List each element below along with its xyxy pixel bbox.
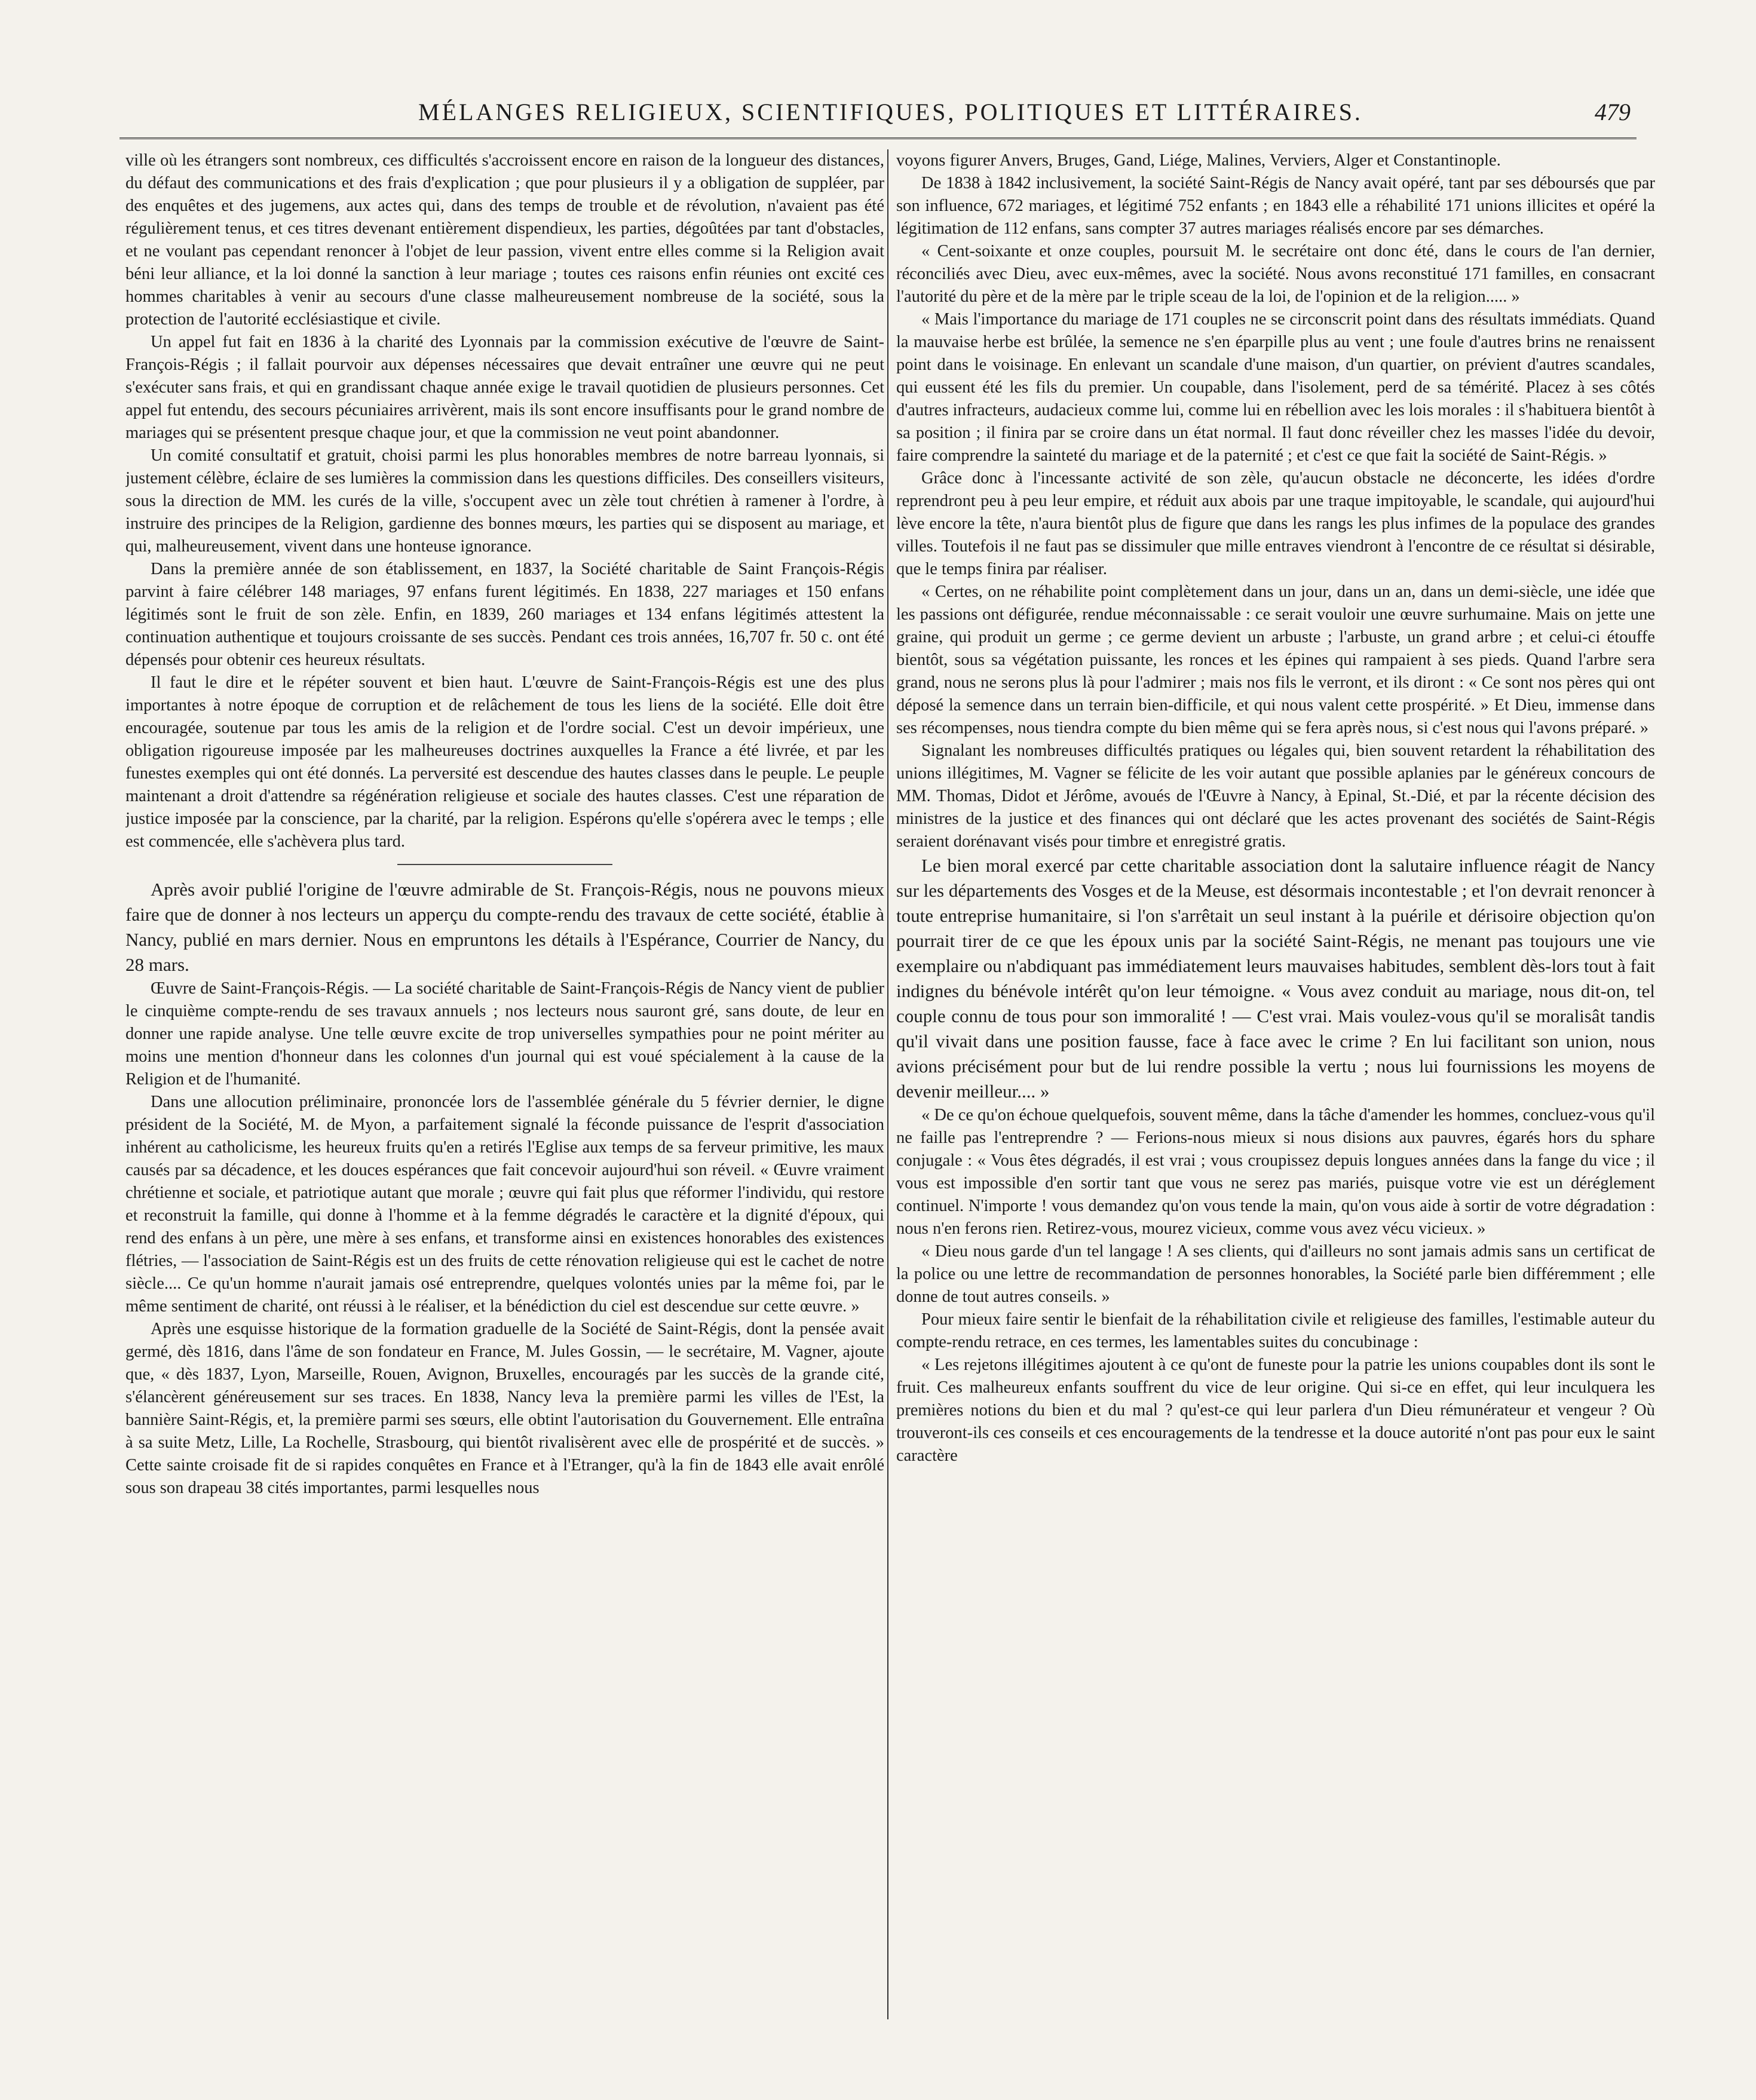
paragraph: voyons figurer Anvers, Bruges, Gand, Liége, Malines, Verviers, Alger et Constantinople.: [896, 151, 1501, 170]
paragraph: Dans la première année de son établissement, en 1837, la Société charitable de Saint François-Régis parvint à faire célébrer 148 mariages, 97 enfans furent légitimés. En 1838, 227 mariages et 150 enfans légitimés sont le fruit de son zèle. Enfin, en 1839, 260 mariages et 134 enfans légitimés attestent la continuation authentique et toujours croissante de ses succès. Pendant ces trois années, 16,707 fr. 50 c. ont été dépensés pour obtenir ces heureux résultats.: [125, 560, 884, 669]
page-number: 479: [1595, 99, 1631, 125]
paragraph: Un appel fut fait en 1836 à la charité des Lyonnais par la commission exécutive de l'œuvre de Saint-François-Régis ; il fallait pourvoir aux dépenses nécessaires que devait entraîner une œuvre qui ne peut s'exécuter sans frais, et qui en grandissant chaque année exige le travail quotidien de plusieurs personnes. Cet appel fut entendu, des secours pécuniaires arrivèrent, mais ils sont encore insuffisants pour le grand nombre de mariages qui se présentent presque chaque jour, et que la commission ne veut point abandonner.: [125, 333, 884, 442]
paragraph: Un comité consultatif et gratuit, choisi parmi les plus honorables membres de notre barreau lyonnais, si justement célèbre, éclaire de ses lumières la commission dans les questions difficiles. Des conseillers visiteurs, sous la direction de MM. les curés de la ville, s'occupent avec un zèle tout chrétien à ramener à l'ordre, à instruire des principes de la Religion, gardienne des bonnes mœurs, les parties qui se disposent au mariage, et qui, malheureusement, vivent dans une honteuse ignorance.: [125, 446, 884, 556]
paragraph: « Les rejetons illégitimes ajoutent à ce qu'ont de funeste pour la patrie les unions coupables dont ils sont le fruit. Ces malheureux enfants souffrent du vice de leur origine. Qui si-ce en effet, qui leur inculquera les premières notions du bien et du mal ? qu'est-ce qui leur parlera d'un Dieu rémunérateur et vengeur ? Où trouveront-ils ces conseils et ces encouragements de la tendresse et la douce autorité n'ont pas pour eux le saint caractère: [896, 1356, 1655, 1465]
paragraph: « De ce qu'on échoue quelquefois, souvent même, dans la tâche d'amender les hommes, concluez-vous qu'il ne faille pas l'entreprendre ? — Ferions-nous mieux si nous disions aux pauvres, égarés hors du sphare conjugale : « Vous êtes dégradés, il est vrai ; vous croupissez depuis longues années dans la fange du vice ; il vous est impossible d'en sortir tant que vous ne serez pas mariés, puisque votre vie est un déréglement continuel. N'importe ! vous demandez qu'on vous tende la main, qu'on vous aide à sortir de votre dégradation : nous n'en ferons rien. Retirez-vous, mourez vicieux, comme vous avez vécu vicieux. »: [896, 1106, 1655, 1238]
right-column: [896, 149, 1655, 2049]
left-column: [125, 149, 884, 2049]
column-divider: [887, 149, 888, 2019]
page-header: [119, 90, 1637, 139]
paragraph: Après une esquisse historique de la formation graduelle de la Société de Saint-Régis, dont la pensée avait germé, dès 1816, dans l'âme de son fondateur en France, M. Jules Gossin, — le secrétaire, M. Vagner, ajoute que, « dès 1837, Lyon, Marseille, Rouen, Avignon, Bruxelles, encouragés par les succès de la grande cité, s'élancèrent généreusement sur ses traces. En 1838, Nancy leva la première parmi les villes de l'Est, la bannière Saint-Régis, et, la première parmi ses sœurs, elle obtint l'autorisation du Gouvernement. Elle entraîna à sa suite Metz, Lille, La Rochelle, Strasbourg, qui bientôt rivalisèrent avec elle de prospérité et de succès. » Cette sainte croisade fit de si rapides conquêtes en France et à l'Etranger, qu'à la fin de 1843 elle avait enrôlé sous son drapeau 38 cités importantes, parmi lesquelles nous: [125, 1320, 884, 1497]
paragraph: ville où les étrangers sont nombreux, ces difficultés s'accroissent encore en raison de la longueur des distances, du défaut des communications et des frais d'explication ; que pour plusieurs il y a obligation de suppléer, par des enquêtes et des jugemens, aux actes qui, dans des temps de trouble et de révolution, n'avaient pas été régulièrement tenus, et ces titres devenant entièrement dispendieux, les parties, dégoûtées par tant d'obstacles, et ne voulant pas cependant renoncer à l'objet de leur passion, vivent entre elles comme si la Religion avait béni leur alliance, et la loi donné la sanction à leur mariage ; toutes ces raisons enfin réunies ont excité ces hommes charitables à venir au secours d'une classe malheureusement nombreuse de la société, sous la protection de l'autorité ecclésiastique et civile.: [125, 151, 884, 329]
paragraph: Dans une allocution préliminaire, prononcée lors de l'assemblée générale du 5 février dernier, le digne président de la Société, M. de Myon, a parfaitement signalé la féconde puissance de l'esprit d'association inhérent au catholicisme, les heureux fruits qu'en a retirés l'Eglise aux temps de sa ferveur primitive, les maux causés par sa décadence, et les douces espérances que fait concevoir aujourd'hui son réveil. « Œuvre vraiment chrétienne et sociale, et patriotique autant que morale ; œuvre qui fait plus que réformer l'individu, qui restore et reconstruit la famille, qui donne à l'homme et à la femme dégradés le caractère et la dignité d'époux, qui rend des enfans à un père, une mère à ses enfans, et transforme ainsi en existences honorables des existences flétries, — l'association de Saint-Régis est un des fruits de cette rénovation religieuse qui est le cachet de notre siècle.... Ce qu'un homme n'aurait jamais osé entreprendre, quelques volontés unies par la même foi, par le même sentiment de charité, ont réussi à le réaliser, et la bénédiction du ciel est descendue sur cette œuvre. »: [125, 1093, 884, 1316]
paragraph: De 1838 à 1842 inclusivement, la société Saint-Régis de Nancy avait opéré, tant par ses déboursés que par son influence, 672 mariages, et légitimé 752 enfants ; en 1843 elle a réhabilité 171 unions illicites et opéré la légitimation de 112 enfans, sans compter 37 autres mariages réalisés encore par ses démarches.: [896, 174, 1655, 238]
paragraph: Le bien moral exercé par cette charitable association dont la salutaire influence réagit de Nancy sur les départements des Vosges et de la Meuse, est désormais incontestable ; et l'on devrait renoncer à toute entreprise humanitaire, si l'on s'arrêtait un seul instant à la puérile et dérisoire objection qu'on pourrait tirer de ce que les époux unis par la société Saint-Régis, ne menant pas toujours une vie exemplaire ou n'abdiquant pas immédiatement leurs mauvaises habitudes, semblent dès-lors tout à fait indignes du bénévole intérêt qu'on leur témoigne. « Vous avez conduit au mariage, nous dit-on, tel couple connu de tous pour son immoralité ! — C'est vrai. Mais voulez-vous qu'il se moralisât tandis qu'il vivait dans une position fausse, face à face avec le crime ? En lui facilitant son union, nous avions précisément pour but de lui rendre possible la vertu ; nous lui fournissions les moyens de devenir meilleur.... »: [896, 855, 1655, 1102]
running-title: MÉLANGES RELIGIEUX, SCIENTIFIQUES, POLITIQUES ET LITTÉRAIRES.: [418, 99, 1363, 125]
paragraph: « Cent-soixante et onze couples, poursuit M. le secrétaire ont donc été, dans le cours de l'an dernier, réconciliés avec Dieu, avec eux-mêmes, avec la société. Nous avons reconstitué 171 familles, en consacrant l'autorité du père et de la mère par le triple sceau de la loi, de l'opinion et de la religion..... »: [896, 242, 1655, 306]
section-divider: [397, 864, 612, 865]
paragraph: Après avoir publié l'origine de l'œuvre admirable de St. François-Régis, nous ne pouvons mieux faire que de donner à nos lecteurs un apperçu du compte-rendu des travaux de cette société, établie à Nancy, publié en mars dernier. Nous en empruntons les détails à l'Espérance, Courrier de Nancy, du 28 mars.: [125, 879, 884, 975]
paragraph: Signalant les nombreuses difficultés pratiques ou légales qui, bien souvent retardent la réhabilitation des unions illégitimes, M. Vagner se félicite de les voir autant que possible aplanies par le généreux concours de MM. Thomas, Didot et Jérôme, avoués de l'Œuvre à Nancy, à Epinal, St.-Dié, et par la récente décision des ministres de la justice et des finances qui ont déclaré que les actes provenant des sociétés de Saint-Régis seraient dorénavant visés pour timbre et enregistré gratis.: [896, 741, 1655, 851]
paragraph: « Mais l'importance du mariage de 171 couples ne se circonscrit point dans des résultats immédiats. Quand la mauvaise herbe est brûlée, la semence ne s'en éparpille plus au vent ; une foule d'autres brins ne renaissent point dans le voisinage. En enlevant un scandale d'une maison, d'un quartier, on prévient d'autres scandales, qui eussent été les fils du premier. Un coupable, dans l'isolement, perd de sa témérité. Placez à ses côtés d'autres infracteurs, audacieux comme lui, comme lui en rébellion avec les lois morales : il s'habituera bientôt à sa position ; il finira par se croire dans un état normal. Il faut donc réveiller chez les masses l'idée du devoir, faire comprendre la sainteté du mariage et de la paternité ; et c'est ce que fait la société de Saint-Régis. »: [896, 310, 1655, 465]
paragraph: « Certes, on ne réhabilite point complètement dans un jour, dans un an, dans un demi-siècle, une idée que les passions ont défigurée, rendue méconnaissable : ce serait vouloir une œuvre surhumaine. Mais on jette une graine, qui produit un germe ; ce germe devient un arbuste ; l'arbuste, un grand arbre ; et celui-ci étouffe bientôt, sous sa végétation puissante, les ronces et les épines qui rampaient à ses pieds. Quand l'arbre sera grand, nous ne serons plus là pour l'admirer ; mais nos fils le verront, et ils diront : « Ce sont nos pères qui ont déposé la semence dans un terrain bien-difficile, et qui nous valent cette prospérité. » Et Dieu, immense dans ses récompenses, nous tiendra compte du bien même qui se fera après nous, si c'est nous qui l'avons préparé. »: [896, 583, 1655, 737]
paragraph: « Dieu nous garde d'un tel langage ! A ses clients, qui d'ailleurs no sont jamais admis sans un certificat de la police ou une lettre de recommandation de personnes honorables, la Société parle bien différemment ; elle donne de tout autres conseils. »: [896, 1242, 1655, 1306]
paragraph: Pour mieux faire sentir le bienfait de la réhabilitation civile et religieuse des familles, l'estimable auteur du compte-rendu retrace, en ces termes, les lamentables suites du concubinage :: [896, 1310, 1655, 1351]
paragraph: Il faut le dire et le répéter souvent et bien haut. L'œuvre de Saint-François-Régis est une des plus importantes à notre époque de corruption et de relâchement de tous les liens de la société. Elle doit être encouragée, soutenue par tous les amis de la religion et de l'ordre social. C'est un devoir impérieux, une obligation rigoureuse imposée par les malheureuses doctrines auxquelles la France a été livrée, et par les funestes exemples qui ont été donnés. La perversité est descendue des hautes classes dans le peuple. Le peuple maintenant a droit d'attendre sa régénération religieuse et sociale des hautes classes. C'est une réparation de justice imposée par la conscience, par la charité, par la religion. Espérons qu'elle s'opérera avec le temps ; elle est commencée, elle s'achèvera plus tard.: [125, 673, 884, 851]
paragraph: Grâce donc à l'incessante activité de son zèle, qu'aucun obstacle ne déconcerte, les idées d'ordre reprendront peu à peu leur empire, et réduit aux abois par une traque impitoyable, le scandale, qui aujourd'hui lève encore la tête, n'aura bientôt plus de figure que dans les rangs les plus infimes de la populace des grandes villes. Toutefois il ne faut pas se dissimuler que mille entraves viendront à l'encontre de ce résultat si désirable, que le temps finira par réaliser.: [896, 469, 1655, 578]
paragraph: Œuvre de Saint-François-Régis. — La société charitable de Saint-François-Régis de Nancy vient de publier le cinquième compte-rendu de ses travaux annuels ; nos lecteurs nous sauront gré, sans doute, de leur en donner une rapide analyse. Une telle œuvre excite de trop universelles sympathies pour ne point mériter au moins une mention d'honneur dans les colonnes d'un journal qui est voué spécialement à la cause de la Religion et de l'humanité.: [125, 979, 884, 1089]
